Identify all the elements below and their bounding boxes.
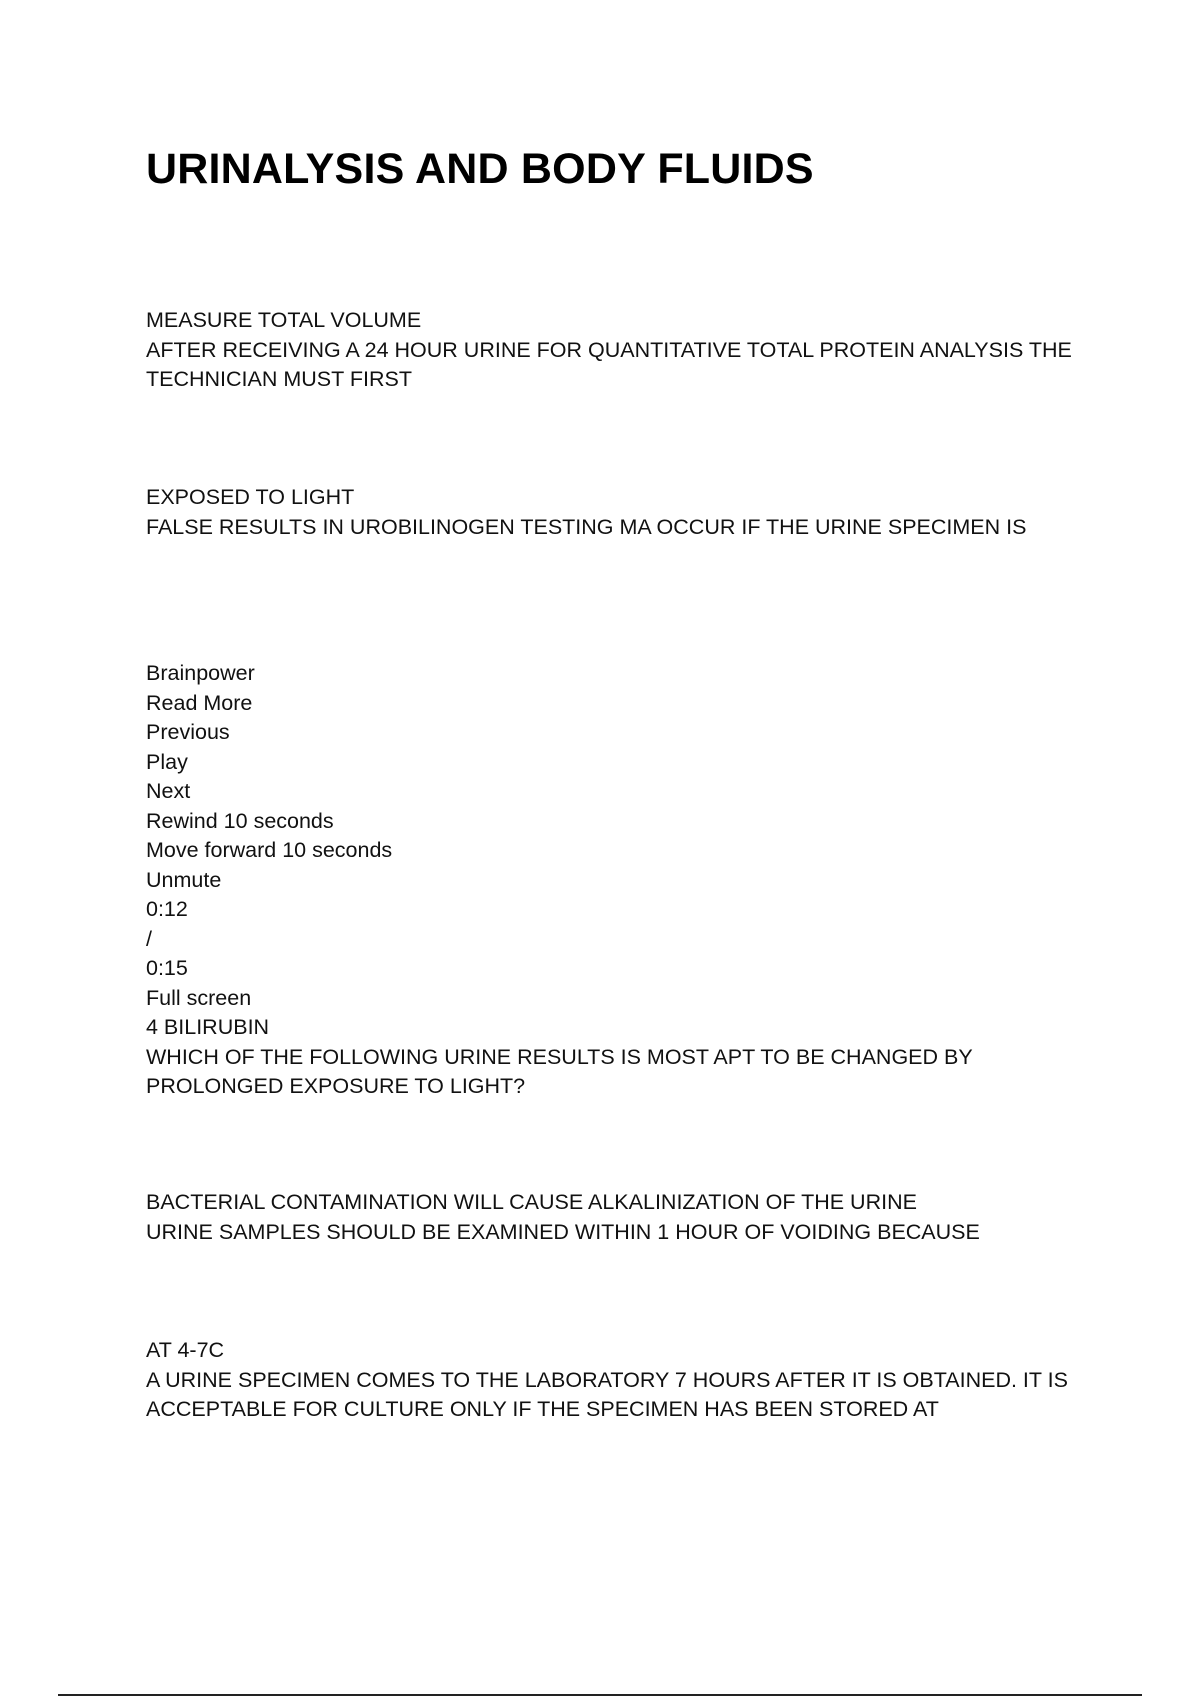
flashcard-2 [146, 483, 1106, 542]
duration: 0:15 [146, 956, 188, 980]
flashcard-answer: BACTERIAL CONTAMINATION WILL CAUSE ALKALINIZATION OF THE URINE [146, 1190, 917, 1214]
flashcard-answer: 4 BILIRUBIN [146, 1015, 270, 1039]
flashcard-question: URINE SAMPLES SHOULD BE EXAMINED WITHIN 1 HOUR OF VOIDING BECAUSE [146, 1219, 980, 1244]
player-brand: Brainpower [146, 661, 255, 685]
page-title: URINALYSIS AND BODY FLUIDS [146, 145, 814, 193]
next-button[interactable]: Next [146, 779, 191, 803]
flashcard-question: FALSE RESULTS IN UROBILINOGEN TESTING MA OCCUR IF THE URINE SPECIMEN IS [146, 514, 1027, 539]
rewind-button[interactable]: Rewind 10 seconds [146, 808, 334, 833]
time-separator: / [146, 926, 152, 951]
read-more-link[interactable]: Read More [146, 690, 253, 715]
current-time: 0:12 [146, 897, 188, 921]
unmute-button[interactable]: Unmute [146, 867, 222, 892]
flashcard-question: AFTER RECEIVING A 24 HOUR URINE FOR QUANTITATIVE TOTAL PROTEIN ANALYSIS THE TECHNICIAN MUST FIRST [146, 337, 1072, 391]
flashcard-1 [146, 306, 1106, 395]
flashcard-4 [146, 1188, 1106, 1247]
previous-button[interactable]: Previous [146, 720, 230, 744]
flashcard-5 [146, 1336, 1106, 1425]
player-text-block [146, 659, 1106, 1102]
flashcard-question: A URINE SPECIMEN COMES TO THE LABORATORY 7 HOURS AFTER IT IS OBTAINED. IT IS ACCEPTABLE FOR CULTURE ONLY IF THE SPECIMEN HAS BEEN STORED AT [146, 1367, 1068, 1421]
fullscreen-button[interactable]: Full screen [146, 985, 252, 1010]
flashcard-answer: AT 4-7C [146, 1338, 225, 1362]
play-button[interactable]: Play [146, 749, 188, 774]
flashcard-answer: EXPOSED TO LIGHT [146, 485, 355, 509]
forward-button[interactable]: Move forward 10 seconds [146, 838, 393, 862]
flashcard-question: WHICH OF THE FOLLOWING URINE RESULTS IS MOST APT TO BE CHANGED BY PROLONGED EXPOSURE TO LIGHT? [146, 1044, 973, 1098]
footer-divider [58, 1694, 1142, 1696]
flashcard-answer: MEASURE TOTAL VOLUME [146, 308, 422, 332]
